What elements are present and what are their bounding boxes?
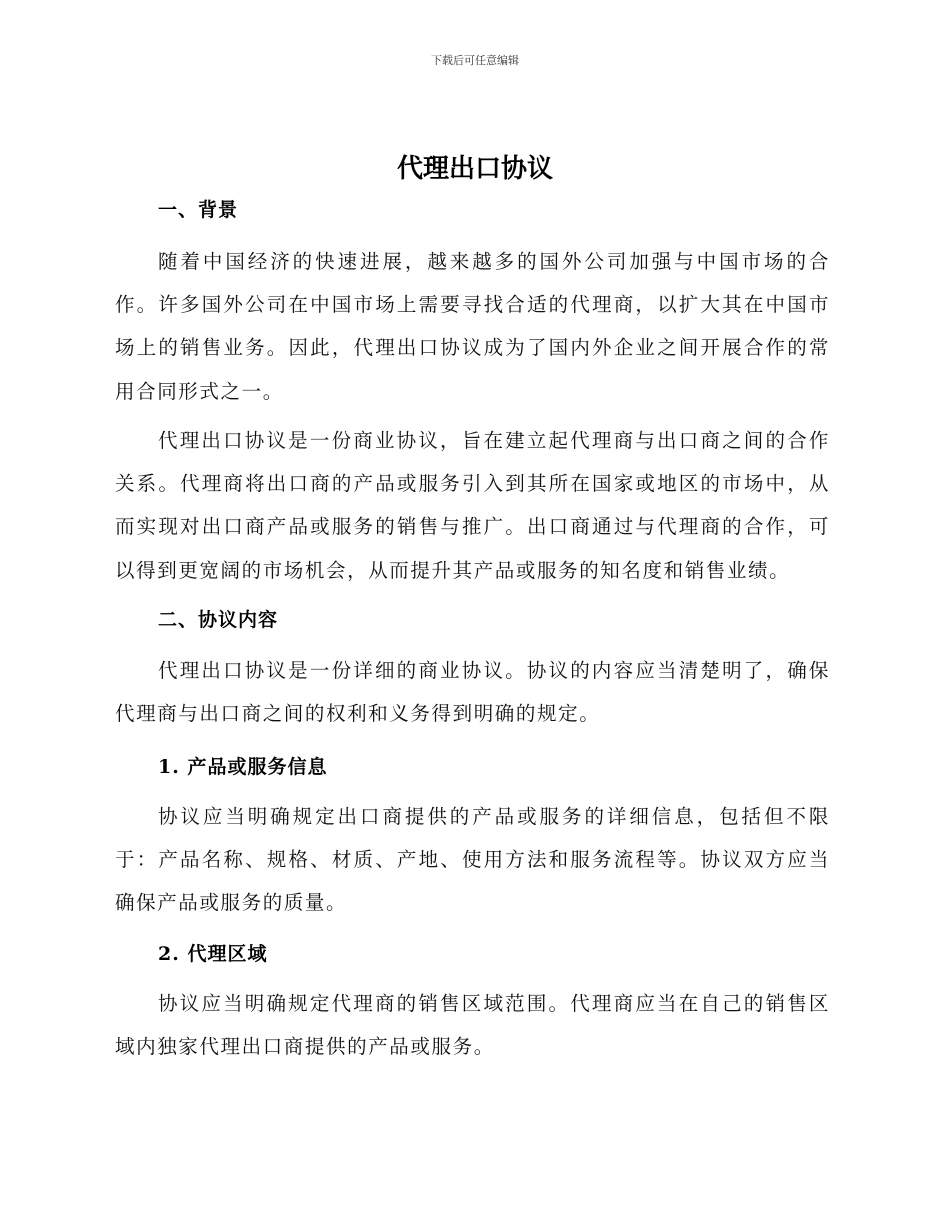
paragraph-content-1: 代理出口协议是一份详细的商业协议。协议的内容应当清楚明了，确保代理商与出口商之间的权利和义务得到明确的规定。 (115, 659, 830, 726)
paragraph-product-info: 协议应当明确规定出口商提供的产品或服务的详细信息，包括但不限于：产品名称、规格、材质、产地、使用方法和服务流程等。协议双方应当确保产品或服务的质量。 (115, 805, 830, 915)
paragraph-agency-region: 协议应当明确规定代理商的销售区域范围。代理商应当在自己的销售区域内独家代理出口商提供的产品或服务。 (115, 992, 830, 1059)
section-heading-content: 二、协议内容 (158, 609, 279, 631)
section-heading-background: 一、背景 (158, 199, 239, 221)
paragraph-background-1: 随着中国经济的快速进展，越来越多的国外公司加强与中国市场的合作。许多国外公司在中国市场上需要寻找合适的代理商，以扩大其在中国市场上的销售业务。因此，代理出口协议成为了国内外企业之间开展合作的常用合同形式之一。 (115, 250, 830, 403)
subheading-product-info: 1. 产品或服务信息 (158, 756, 328, 778)
document-title: 代理出口协议 (396, 154, 553, 184)
page-header-note: 下载后可任意编辑 (431, 54, 519, 67)
subheading-agency-region: 2. 代理区域 (158, 943, 268, 965)
paragraph-background-2: 代理出口协议是一份商业协议，旨在建立起代理商与出口商之间的合作关系。代理商将出口商的产品或服务引入到其所在国家或地区的市场中，从而实现对出口商产品或服务的销售与推广。出口商通过与代理商的合作，可以得到更宽阔的市场机会，从而提升其产品或服务的知名度和销售业绩。 (115, 429, 830, 582)
